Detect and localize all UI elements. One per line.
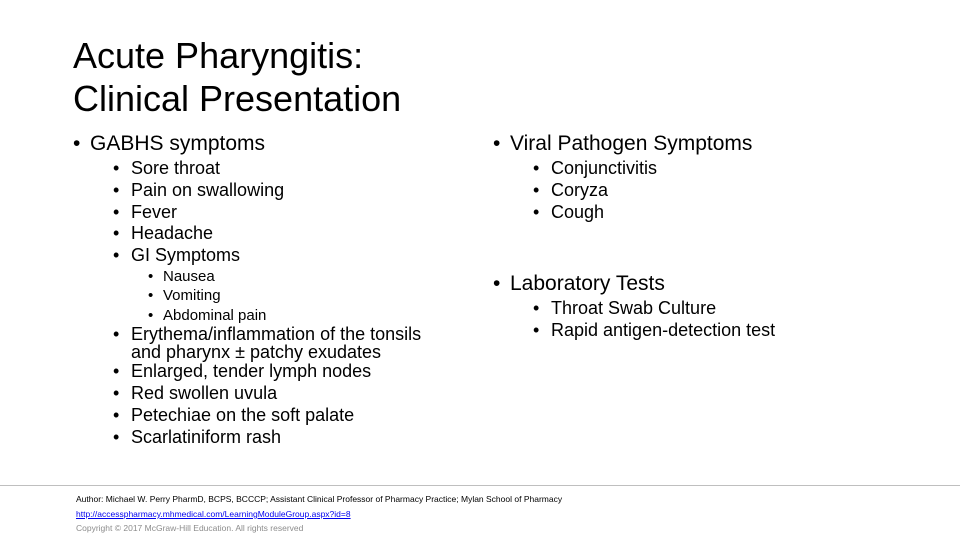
list-item: • GI Symptoms — [111, 245, 493, 267]
list-item: • Red swollen uvula — [111, 383, 451, 405]
footer-author: Author: Michael W. Perry PharmD, BCPS, BCCCP; Assistant Clinical Professor of Pharmacy Practice; Mylan School of Pharmacy — [76, 494, 563, 504]
footer-link[interactable]: http://accesspharmacy.mhmedical.com/LearningModuleGroup.aspx?id=8 — [76, 509, 351, 519]
list-item: • Scarlatiniform rash — [111, 427, 451, 449]
gabhs-sign-list — [111, 325, 451, 448]
lab-test-list — [531, 298, 933, 342]
gabhs-heading: • GABHS symptoms — [73, 131, 493, 157]
list-item: • Petechiae on the soft palate — [111, 405, 451, 427]
list-item: • Pain on swallowing — [111, 180, 493, 202]
list-item: • Coryza — [531, 180, 933, 202]
list-item: • Vomiting — [146, 286, 493, 306]
slide-title — [73, 34, 401, 120]
title-line-1: Acute Pharyngitis: — [73, 35, 364, 76]
list-item: • Conjunctivitis — [531, 158, 933, 180]
list-item: • Rapid antigen-detection test — [531, 320, 933, 342]
list-item: • Headache — [111, 223, 493, 245]
list-item: • Abdominal pain — [146, 306, 493, 326]
list-item: • Cough — [531, 202, 933, 224]
list-item: • Sore throat — [111, 158, 493, 180]
lab-heading: • Laboratory Tests — [493, 271, 933, 297]
footer-divider — [0, 485, 960, 486]
viral-heading: • Viral Pathogen Symptoms — [493, 131, 933, 157]
gabhs-symptom-list — [111, 158, 493, 267]
gi-symptom-list — [146, 267, 493, 326]
list-item: • Fever — [111, 202, 493, 224]
list-item: • Enlarged, tender lymph nodes — [111, 361, 451, 383]
list-item: • Throat Swab Culture — [531, 298, 933, 320]
right-column — [493, 131, 933, 342]
viral-symptom-list — [531, 158, 933, 223]
footer-copyright: Copyright © 2017 McGraw-Hill Education. All rights reserved — [76, 523, 304, 533]
left-column — [73, 131, 493, 449]
list-item: • Nausea — [146, 267, 493, 287]
list-item: • Erythema/inflammation of the tonsils and pharynx ± patchy exudates — [111, 325, 451, 361]
title-line-2: Clinical Presentation — [73, 78, 402, 119]
